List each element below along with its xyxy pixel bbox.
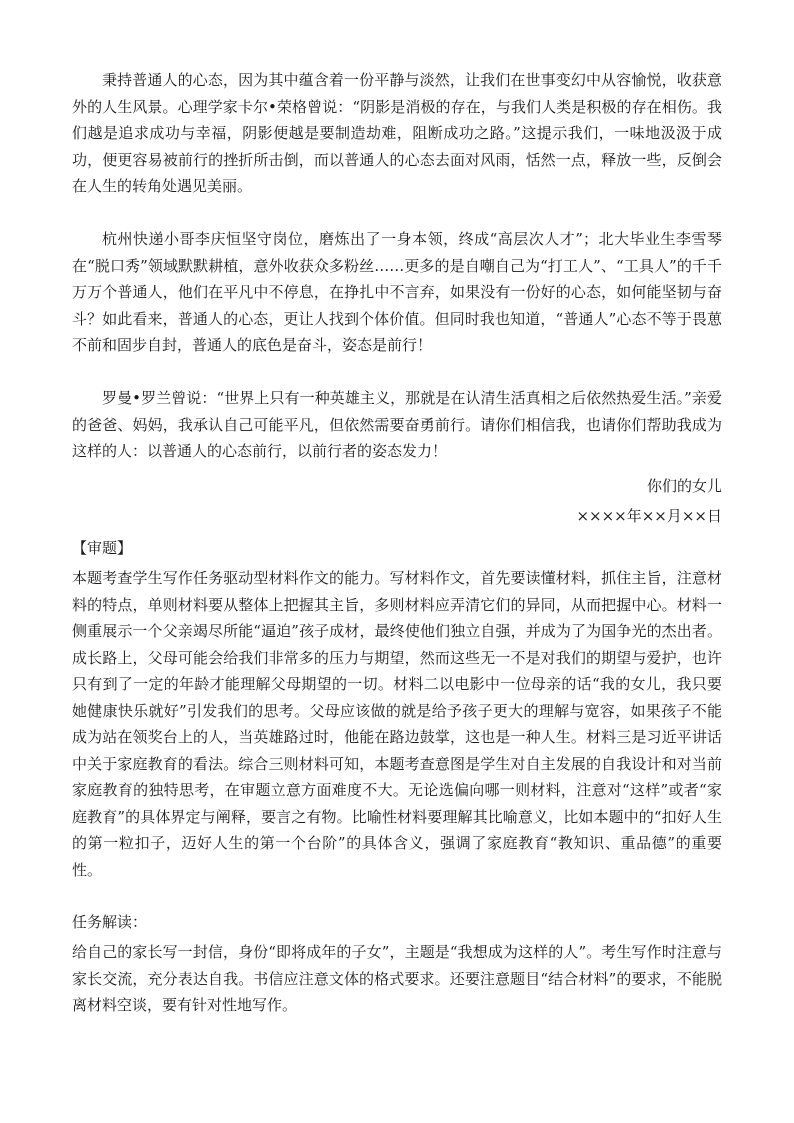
letter-paragraph-1: 秉持普通人的心态，因为其中蕴含着一份平静与淡然，让我们在世事变幻中从容愉悦，收获意外的人生风景。心理学家卡尔•荣格曾说：“阴影是消极的存在，与我们人类是积极的存在相伤。我们越是追求成功与幸福，阴影便越是要制造劫难，阻断成功之路。”这提示我们，一味地汲汲于成功，便更容易被前行的挫折所击倒，而以普通人的心态去面对风雨，恬然一点，释放一些，反倒会在人生的转角处遇见美丽。 [72,71,722,195]
analysis-body: 本题考查学生写作任务驱动型材料作文的能力。写材料作文，首先要读懂材料，抓住主旨，注意材料的特点，单则材料要从整体上把握其主旨，多则材料应弄清它们的异同，从而把握中心。材料一侧重展示一个父亲竭尽所能“逼迫”孩子成材，最终使他们独立自强，并成为了为国争光的杰出者。成长路上，父母可能会给我们非常多的压力与期望，然而这些无一不是对我们的期望与爱护，也许只有到了一定的年龄才能理解父母期望的一切。材料二以电影中一位母亲的话“我的女儿，我只要她健康快乐就好”引发我们的思考。父母应该做的就是给予孩子更大的理解与宽容，如果孩子不能成为站在领奖台上的人，当英雄路过时，他能在路边鼓掌，这也是一种人生。材料三是习近平讲话中关于家庭教育的看法。综合三则材料可知，本题考查意图是学生对自主发展的自我设计和对当前家庭教育的独特思考，在审题立意方面难度不大。无论选偏向哪一则材料，注意对“这样”或者“家庭教育”的具体界定与阐释，要言之有物。比喻性材料要理解其比喻意义，比如本题中的“扣好人生的第一粒扣子，迈好人生的第一个台阶”的具体含义，强调了家庭教育“教知识、重品德”的重要性。 [72,569,722,879]
letter-paragraph-3: 罗曼•罗兰曾说：“世界上只有一种英雄主义，那就是在认清生活真相之后依然热爱生活。”亲爱的爸爸、妈妈，我承认自己可能平凡，但依然需要奋勇前行。请你们相信我，也请你们帮助我成为这样的人：以普通人的心态前行，以前行者的姿态发力！ [72,389,722,460]
task-heading: 任务解读： [72,913,148,931]
letter-date: ××××年××月××日 [576,507,722,525]
letter-paragraph-2: 杭州快递小哥李庆恒坚守岗位，磨炼出了一身本领，终成“高层次人才”；北大毕业生李雪琴在“脱口秀”领域默默耕植，意外收获众多粉丝……更多的是自嘲自己为“打工人”、“工具人”的千千万万个普通人，他们在平凡中不停息，在挣扎中不言弃，如果没有一份好的心态，如何能坚韧与奋斗？如此看来，普通人的心态，更让人找到个体价值。但同时我也知道，“普通人”心态不等于畏葸不前和固步自封，普通人的底色是奋斗，姿态是前行！ [72,230,722,354]
analysis-heading: 【审题】 [72,539,133,557]
letter-signature: 你们的女儿 [646,477,722,495]
task-body: 给自己的家长写一封信，身份“即将成年的子女”，主题是“我想成为这样的人”。考生写作时注意与家长交流，充分表达自我。书信应注意文体的格式要求。还要注意题目“结合材料”的要求，不能脱离材料空谈，要有针对性地写作。 [72,943,722,1014]
